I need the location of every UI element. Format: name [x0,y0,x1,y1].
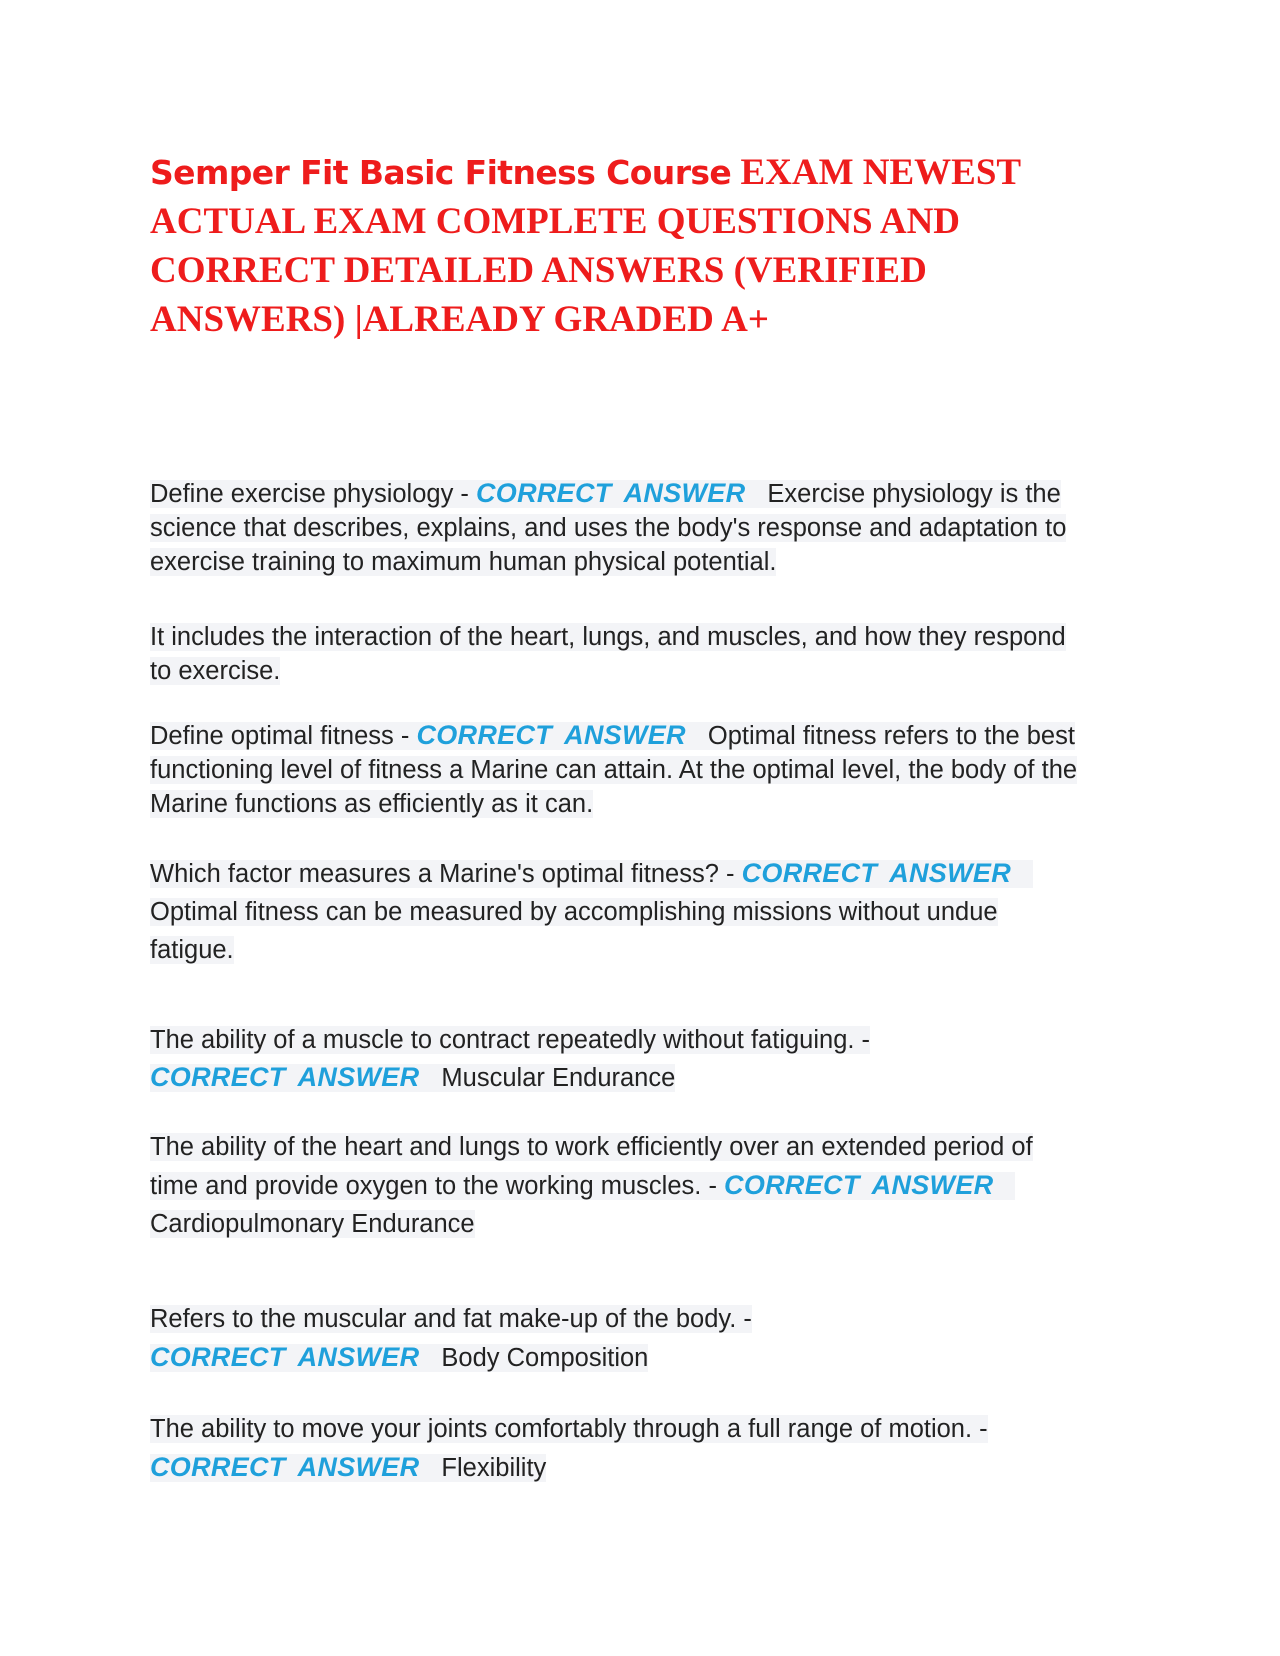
answer-text: Cardiopulmonary Endurance [150,1210,475,1238]
correct-answer-label: CORRECT ANSWER [724,1170,994,1200]
correct-answer-label: CORRECT ANSWER [416,720,686,750]
qa-item [150,854,1080,969]
question-text: Which factor measures a Marine's optimal fitness? - [150,860,742,888]
answer-text: Optimal fitness can be measured by accomplishing missions without undue fatigue. [150,898,998,964]
qa-item [150,476,1080,579]
document-title [150,148,1050,344]
qa-item [150,1128,1080,1243]
note-text: It includes the interaction of the heart, lungs, and muscles, and how they respond to exercise. [150,623,1066,685]
question-text: The ability of a muscle to contract repeatedly without fatiguing. - [150,1026,871,1054]
answer-text: Body Composition [441,1344,649,1372]
answer-text: Optimal fitness refers to the best functioning level of fitness a Marine can attain. At the optimal level, the body of the Marine functions as efficiently as it can. [150,722,1078,818]
question-text: Define exercise physiology - [150,480,476,508]
answer-text: Flexibility [441,1454,547,1482]
qa-note [150,620,1080,688]
question-text: The ability of the heart and lungs to work efficiently over an extended period of time and provide oxygen to the working muscles. - [150,1133,1033,1200]
answer-text: Exercise physiology is the science that describes, explains, and uses the body's response and adaptation to exercise training to maximum human physical potential. [150,480,1067,576]
question-text: Refers to the muscular and fat make-up of the body. - [150,1305,752,1333]
qa-item [150,1022,980,1097]
title-course-name: Semper Fit Basic Fitness Course [150,153,732,192]
qa-item [150,718,1090,821]
correct-answer-label: CORRECT ANSWER [150,1452,420,1482]
answer-text: Muscular Endurance [441,1064,676,1092]
correct-answer-label: CORRECT ANSWER [150,1062,420,1092]
qa-item [150,1300,1010,1377]
question-text: Define optimal fitness - [150,722,417,750]
correct-answer-label: CORRECT ANSWER [741,858,1012,888]
question-text: The ability to move your joints comfortably through a full range of motion. - [150,1415,988,1443]
qa-item [150,1410,1110,1487]
correct-answer-label: CORRECT ANSWER [475,478,746,508]
title-exam-description: EXAM NEWEST ACTUAL EXAM COMPLETE QUESTIONS AND CORRECT DETAILED ANSWERS (VERIFIED ANSWERS) |ALREADY GRADED A+ [150,152,1021,340]
correct-answer-label: CORRECT ANSWER [150,1342,420,1372]
